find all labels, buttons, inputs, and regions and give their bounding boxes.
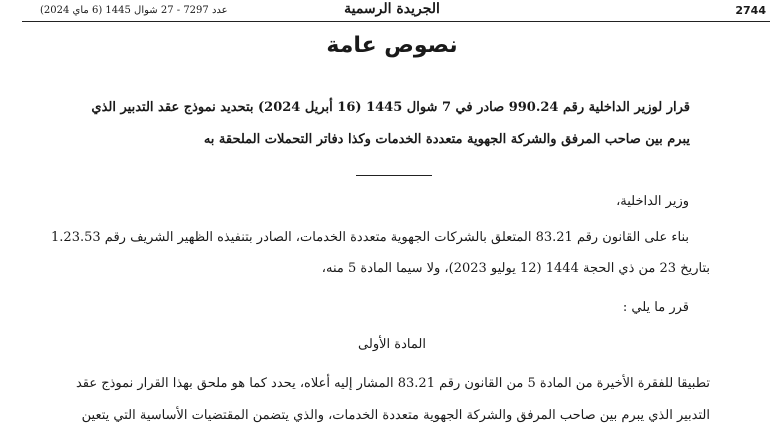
title-separator [356,175,432,176]
decision-title: قرار لوزير الداخلية رقم 990.24 صادر في 7 شوال 1445 (16 أبريل 2024) بتحديد نموذج عقد التدبير الذي يبرم بين صاحب المرفق والشركة الجهوية متعددة الخدمات وكذا دفاتر التحملات الملحقة به [91,100,690,147]
header-divider [22,21,770,22]
minister-line: وزير الداخلية، [616,194,689,209]
article-heading: المادة الأولى [358,337,426,352]
journal-title: الجريدة الرسمية [344,1,440,17]
issue-info: عدد 7297 - 27 شوال 1445 (6 ماي 2024) [40,5,228,16]
page-header [0,0,784,22]
legal-basis-line-2: بتاريخ 23 من ذي الحجة 1444 (12 يوليو 2023)، ولا سيما المادة 5 منه، [321,261,710,276]
section-title: نصوص عامة [326,33,458,58]
decides-line: قرر ما يلي : [622,300,689,315]
article-text-line-1: تطبيقا للفقرة الأخيرة من المادة 5 من القانون رقم 83.21 المشار إليه أعلاه، يحدد كما هو ملحق بهذا القرار نموذج عقد [75,376,710,391]
legal-basis-line-1: بناء على القانون رقم 83.21 المتعلق بالشركات الجهوية متعددة الخدمات، الصادر بتنفيذه الظهير الشريف رقم 1.23.53 [51,230,689,245]
article-text-line-2: التدبير الذي يبرم بين صاحب المرفق والشركة الجهوية متعددة الخدمات، والذي يتضمن المقتضيات الأساسية التي يتعين [81,408,710,423]
page-number: 2744 [735,4,766,17]
